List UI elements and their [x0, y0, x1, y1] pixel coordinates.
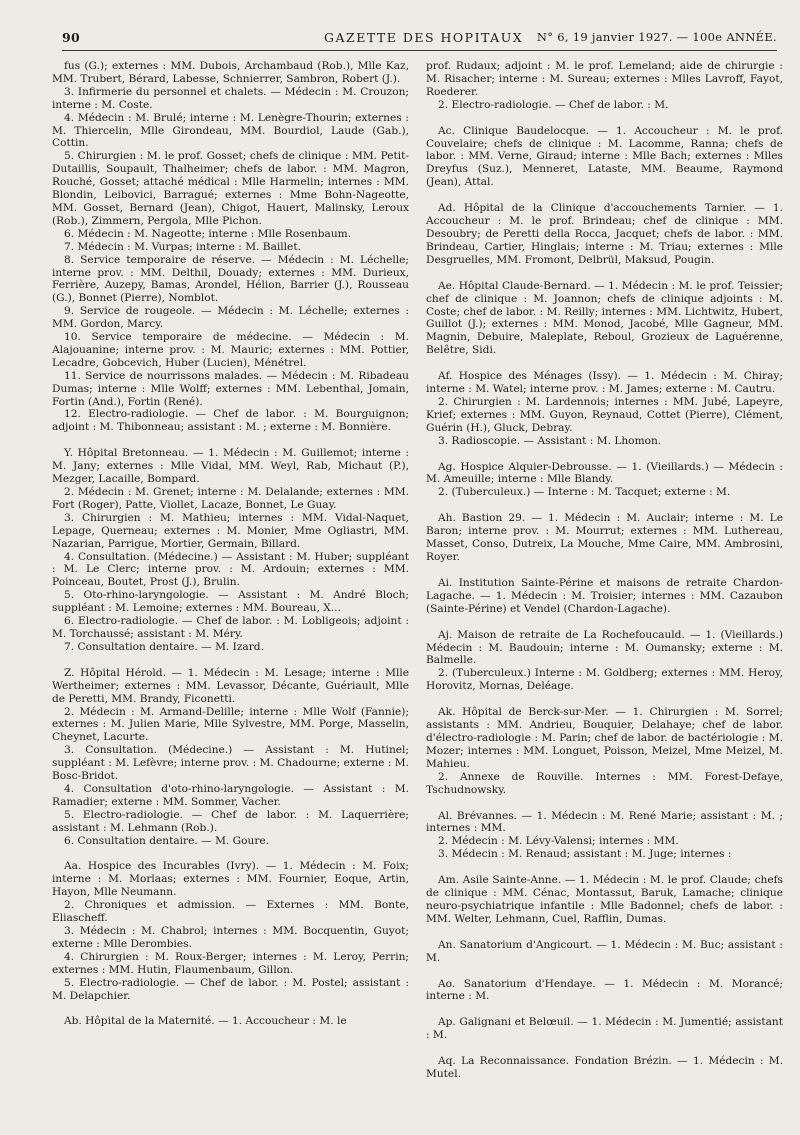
section-paragraph: Ah. Bastion 29. — 1. Médecin : M. Auclair; interne : M. Le Baron; interne prov. : M. Mourrut; externes : MM. Luthereau, Masset, Conso, Dutreix, La Mouche, Mme Caire, MM. Ambrosini, Royer.	[426, 512, 783, 563]
entry-paragraph: 4. Médecin : M. Brulé; interne : M. Lenègre-Thourin; externes : M. Thiercelin, Mlle Girondeau, MM. Bourdiol, Laude (Gab.), Cottin.	[52, 111, 409, 150]
entry-paragraph: 6. Consultation dentaire. — M. Goure.	[64, 834, 270, 847]
section-paragraph: Z. Hôpital Hérold. — 1. Médecin : M. Lesage; interne : Mlle Wertheimer; externes : MM. Levassor, Décante, Guériault, Mlle de Peretti, MM. Brandy, Ficonetti.	[52, 666, 409, 705]
entry-paragraph: 6. Electro-radiologie. — Chef de labor. : M. Lobligeois; adjoint : M. Torchaussé; assistant : M. Méry.	[52, 615, 409, 640]
entry-paragraph: 2. Chirurgien : M. Lardennois; internes : MM. Jubé, Lapeyre, Krief; externes : MM. Guyon, Reynaud, Cottet (Pierre), Clément, Guérin (H.), Gluck, Debray.	[426, 395, 783, 434]
entry-paragraph: fus (G.); externes : MM. Dubois, Archambaud (Rob.), Mlle Kaz, MM. Trubert, Bérard, Labesse, Schnierrer, Sambron, Robert (J.).	[52, 60, 409, 85]
entry-paragraph: 5. Electro-radiologie. — Chef de labor. : M. Postel; assistant : M. Delapchier.	[52, 976, 409, 1002]
section-paragraph: Ac. Clinique Baudelocque. — 1. Accoucheur : M. le prof. Couvelaire; chefs de clinique : M. Lacomme, Ranna; chefs de labor. : MM. Verne, Giraud; interne : Mlle Bach; externes : Mlles Dreyfus (Suz.), Menneret, Lataste, MM. Beaume, Raymond (Jean), Attal.	[426, 124, 783, 189]
section-paragraph: An. Sanatorium d'Angicourt. — 1. Médecin : M. Buc; assistant : M.	[426, 938, 783, 964]
entry-paragraph: 2. Médecin : M. Armand-Delille; interne : Mlle Wolf (Fannie); externes : M. Julien Marie, Mlle Sylvestre, MM. Porge, Masselin, Cheynet, Lacurte.	[52, 705, 409, 744]
entry-paragraph: 2. Electro-radiologie. — Chef de labor. : M.	[438, 98, 669, 111]
section-paragraph: Ao. Sanatorium d'Hendaye. — 1. Médecin : M. Morancé; interne : M.	[426, 977, 783, 1003]
entry-paragraph: 7. Médecin : M. Vurpas; interne : M. Baillet.	[64, 240, 301, 253]
entry-paragraph: 6. Médecin : M. Nageotte; interne : Mlle Rosenbaum.	[64, 227, 352, 240]
entry-paragraph: 5. Oto-rhino-laryngologie. — Assistant : M. André Bloch; suppléant : M. Lemoine; externes : MM. Boureau, X...	[52, 589, 409, 615]
entry-paragraph: 3. Infirmerie du personnel et chalets. — Médecin : M. Crouzon; interne : M. Coste.	[52, 85, 409, 111]
entry-paragraph: 4. Chirurgien : M. Roux-Berger; internes : M. Leroy, Perrin; externes : MM. Hutin, Flaumenbaum, Gillon.	[52, 950, 409, 976]
entry-paragraph: 3. Médecin : M. Renaud; assistant : M. Juge; internes :	[438, 848, 732, 861]
entry-paragraph: prof. Rudaux; adjoint : M. le prof. Lemeland; aide de chirurgie : M. Risacher; interne : M. Sureau; externes : Mlles Lavroff, Fayot, Roederer.	[426, 60, 783, 98]
section-paragraph: Ap. Galignani et Belœuil. — 1. Médecin : M. Jumentié; assistant : M.	[426, 1016, 783, 1042]
section-paragraph: Ag. Hospice Alquier-Debrousse. — 1. (Vieillards.) — Médecin : M. Ameuille; interne : Mlle Blandy.	[426, 460, 783, 486]
entry-paragraph: 3. Médecin : M. Chabrol; internes : MM. Bocquentin, Guyot; externe : Mlle Derombies.	[52, 925, 409, 950]
running-header	[62, 28, 777, 51]
entry-paragraph: 2. Chroniques et admission. — Externes : MM. Bonte, Eliascheff.	[52, 899, 409, 925]
section-paragraph: Aq. La Reconnaissance. Fondation Brézin. — 1. Médecin : M. Mutel.	[426, 1055, 783, 1081]
entry-paragraph: 10. Service temporaire de médecine. — Médecin : M. Alajouanine; interne prov. : M. Mauric; externes : MM. Pottier, Lecadre, Gobcevich, Huber (Lucien), Ménétrel.	[52, 331, 409, 369]
entry-paragraph: 3. Chirurgien : M. Mathieu; internes : MM. Vidal-Naquet, Lepage, Querneau; externes : M. Monier, Mme Ogliastri, MM. Nazarian, Parrigue, Mortier, Germain, Billard.	[52, 511, 409, 550]
entry-paragraph: 4. Consultation d'oto-rhino-laryngologie. — Assistant : M. Ramadier; externe : MM. Sommer, Vacher.	[52, 782, 409, 808]
entry-paragraph: 11. Service de nourrissons malades. — Médecin : M. Ribadeau Dumas; interne : Mlle Wolff; externes : MM. Lebenthal, Jomain, Fortin (And.), Fortin (René).	[52, 369, 409, 408]
entry-paragraph: 4. Consultation. (Médecine.) — Assistant : M. Huber; suppléant : M. Le Clerc; interne prov. : M. Ardouin; externes : MM. Poinceau, Boutet, Prost (J.), Brulin.	[52, 550, 409, 589]
entry-paragraph: 2. (Tuberculeux.) Interne : M. Goldberg; externes : MM. Heroy, Horovitz, Mornas, Deléage.	[426, 667, 783, 693]
section-paragraph: Ai. Institution Sainte-Périne et maisons de retraite Chardon-Lagache. — 1. Médecin : M. Troisier; internes : MM. Cazaubon (Sainte-Périne) et Vendel (Chardon-Lagache).	[426, 576, 783, 615]
entry-paragraph: 3. Consultation. (Médecine.) — Assistant : M. Hutinel; suppléant : M. Lefèvre; interne prov. : M. Chadourne; externe : M. Bosc-Bridot.	[52, 744, 409, 783]
entry-paragraph: 2. Médecin : M. Lévy-Valensi; internes : MM.	[438, 835, 679, 848]
entry-paragraph: 12. Electro-radiologie. — Chef de labor. : M. Bourguignon; adjoint : M. Thibonneau; assistant : M. ; externe : M. Bonnière.	[52, 408, 409, 434]
entry-paragraph: 2. Médecin : M. Grenet; interne : M. Delalande; externes : MM. Fort (Roger), Patte, Viollet, Lacaze, Bonnet, Le Guay.	[52, 486, 409, 511]
section-paragraph: Ad. Hôpital de la Clinique d'accouchements Tarnier. — 1. Accoucheur : M. le prof. Brindeau; chef de clinique : MM. Desoubry; de Peretti della Rocca, Jacquet; chefs de labor. : MM. Brindeau, Cartier, Hinglais; interne : M. Triau; externes : Mlle Desgruelles, MM. Fromont, Delbrül, Maksud, Pougin.	[426, 202, 783, 266]
entry-paragraph: 7. Consultation dentaire. — M. Izard.	[64, 640, 264, 653]
section-paragraph: Ab. Hôpital de la Maternité. — 1. Accoucheur : M. le	[64, 1015, 347, 1028]
entry-paragraph: 2. Annexe de Rouville. Internes : MM. Forest-Defaye, Tschudnowsky.	[426, 770, 783, 796]
journal-title: GAZETTE DES HOPITAUX	[324, 30, 524, 45]
section-paragraph: Ae. Hôpital Claude-Bernard. — 1. Médecin : M. le prof. Teissier; chef de clinique : M. Joannon; chefs de clinique adjoints : M. Coste; chef de labor. : M. Reilly; internes : MM. Lichtwitz, Hubert, Guillot (J.); externes : MM. Monod, Jacobé, Mlle Gagneur, MM. Magnin, Debuire, Maleplate, Reboul, Grozieux de Laguérenne, Belêtre, Sidi.	[426, 279, 783, 357]
entry-paragraph: 5. Electro-radiologie. — Chef de labor. : M. Laquerrière; assistant : M. Lehmann (Rob.).	[52, 808, 409, 834]
entry-paragraph: 2. (Tuberculeux.) — Interne : M. Tacquet; externe : M.	[438, 486, 731, 499]
section-paragraph: Ak. Hôpital de Berck-sur-Mer. — 1. Chirurgien : M. Sorrel; assistants : MM. Andrieu, Bouquier, Delahaye; chef de labor. d'électro-radiologie : M. Parin; chef de labor. de bactériologie : M. Mozer; internes : MM. Longuet, Poisson, Meizel, Mme Meizel, M. Mahieu.	[426, 706, 783, 770]
issue-info: N° 6, 19 janvier 1927. — 100e ANNÉE.	[536, 30, 777, 44]
page-number: 90	[62, 30, 80, 45]
section-paragraph: Aa. Hospice des Incurables (Ivry). — 1. Médecin : M. Foix; interne : M. Morlaas; externes : MM. Fournier, Eoque, Artin, Hayon, Mlle Neumann.	[52, 860, 409, 899]
right-column	[426, 60, 783, 1130]
entry-paragraph: 3. Radioscopie. — Assistant : M. Lhomon.	[438, 434, 662, 447]
section-paragraph: Y. Hôpital Bretonneau. — 1. Médecin : M. Guillemot; interne : M. Jany; externes : Mlle Vidal, MM. Weyl, Rab, Michaut (P.), Mezger, Lacaille, Bompard.	[52, 447, 409, 486]
entry-paragraph: 5. Chirurgien : M. le prof. Gosset; chefs de clinique : MM. Petit-Dutaillis, Soupault, Thalheimer; chefs de labor. : MM. Magron, Rouché, Gosset; attaché médical : Mlle Harmelin; internes : MM. Blondin, Leibovici, Barragué; externes : Mme Bohn-Nageotte, MM. Gosset, Bernard (Jean), Chigot, Hauert, Malinsky, Leroux (Rob.), Zimmern, Pergola, Mlle Pichon.	[52, 150, 409, 227]
section-paragraph: Af. Hospice des Ménages (Issy). — 1. Médecin : M. Chiray; interne : M. Watel; interne prov. : M. James; externe : M. Cautru.	[426, 370, 783, 396]
left-column	[52, 60, 409, 1130]
entry-paragraph: 8. Service temporaire de réserve. — Médecin : M. Léchelle; interne prov. : MM. Delthil, Douady; externes : MM. Durieux, Ferrière, Auzepy, Bamas, Arondel, Hélion, Barrier (J.), Rousseau (G.), Bonnet (Pierre), Nomblot.	[52, 253, 409, 305]
section-paragraph: Am. Asile Sainte-Anne. — 1. Médecin : M. le prof. Claude; chefs de clinique : MM. Cénac, Montassut, Baruk, Lamache; clinique neuro-psychiatrique infantile : Mlle Badonnel; chefs de labor. : MM. Welter, Lehmann, Cuel, Rafflin, Dumas.	[426, 874, 783, 925]
section-paragraph: Al. Brévannes. — 1. Médecin : M. René Marie; assistant : M. ; internes : MM.	[426, 809, 783, 835]
section-paragraph: Aj. Maison de retraite de La Rochefoucauld. — 1. (Vieillards.) Médecin : M. Baudouin; interne : M. Oumansky; externe : M. Balmelle.	[426, 628, 783, 667]
entry-paragraph: 9. Service de rougeole. — Médecin : M. Léchelle; externes : MM. Gordon, Marcy.	[52, 305, 409, 331]
